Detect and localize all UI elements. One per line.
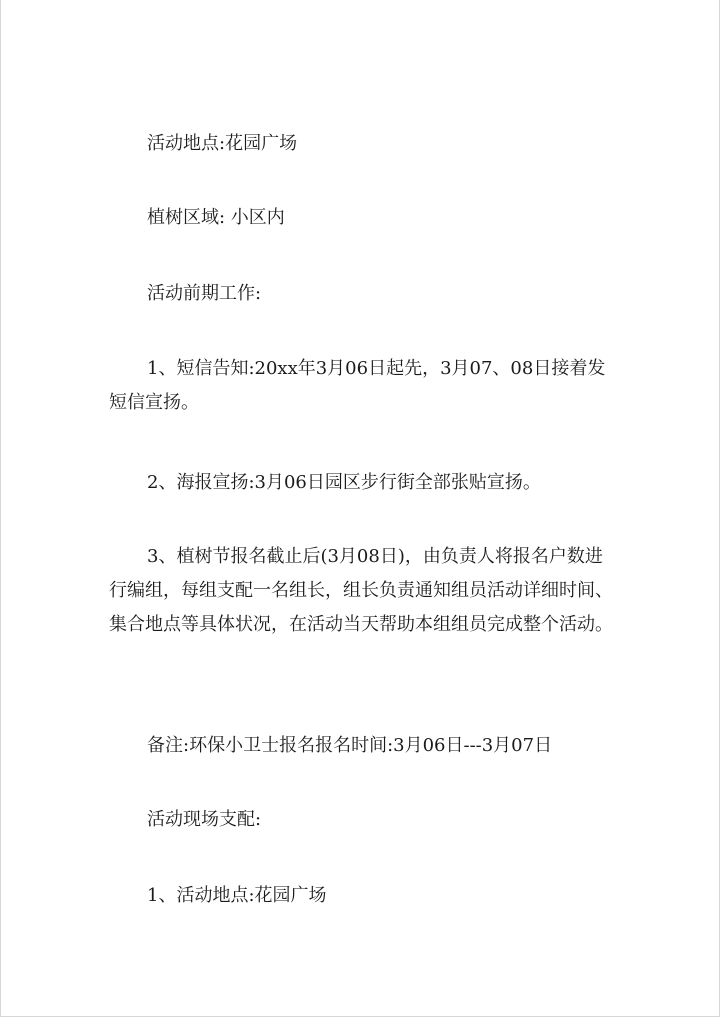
paragraph-registration-grouping: 3、植树节报名截止后(3月08日)，由负责人将报名户数进行编组，每组支配一名组长，组长负责通知组员活动详细时间、集合地点等具体状况，在活动当天帮助本组组员完成整个活动。 xyxy=(109,546,613,635)
paragraph-remark: 备注:环保小卫士报名报名时间:3月06日---3月07日 xyxy=(147,735,553,756)
paragraph-poster-promo: 2、海报宣扬:3月06日园区步行街全部张贴宣扬。 xyxy=(147,472,541,493)
paragraph-onsite-location: 1、活动地点:花园广场 xyxy=(147,885,327,906)
paragraph-preparation-heading: 活动前期工作: xyxy=(147,283,262,304)
paragraph-sms-notice: 1、短信告知:20xx年3月06日起先，3月07、08日接着发短信宣扬。 xyxy=(109,358,606,413)
paragraph-activity-location: 活动地点:花园广场 xyxy=(147,133,298,154)
paragraph-planting-area: 植树区域: 小区内 xyxy=(147,207,285,228)
paragraph-onsite-heading: 活动现场支配: xyxy=(147,809,262,830)
